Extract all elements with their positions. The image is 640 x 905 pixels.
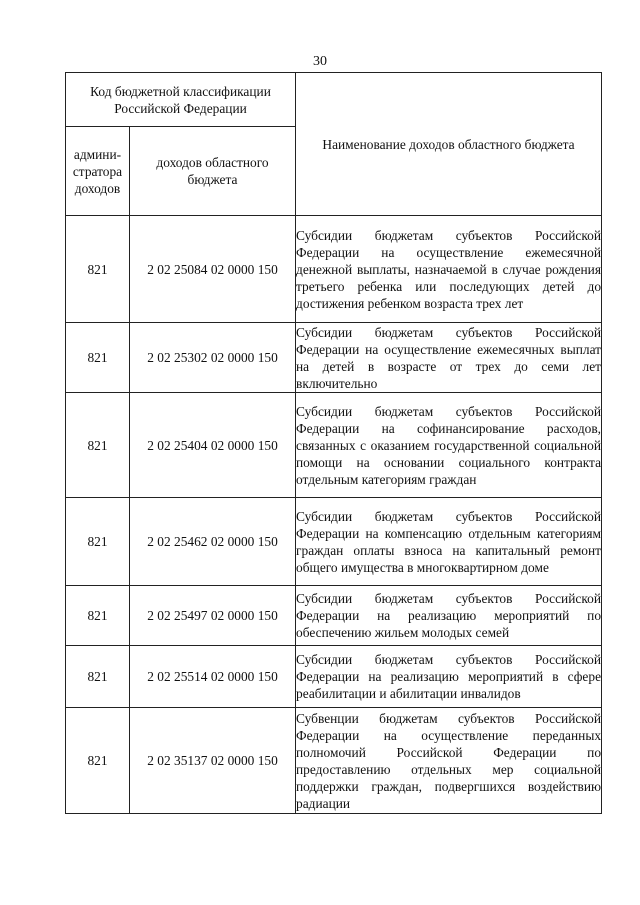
administrator-column-header: админи-стратора доходов bbox=[66, 127, 130, 216]
income-name-cell: Субсидии бюджетам субъектов Российской Федерации на компенсацию отдельным категориям граждан оплаты взноса на капитальный ремонт общего имущества в многоквартирном доме bbox=[296, 498, 602, 586]
table-row bbox=[66, 708, 602, 814]
table-row bbox=[66, 393, 602, 498]
budget-income-table bbox=[65, 72, 602, 814]
administrator-code-cell: 821 bbox=[66, 646, 130, 708]
income-name-header: Наименование доходов областного бюджета bbox=[296, 73, 602, 216]
table-row bbox=[66, 586, 602, 646]
income-code-cell: 2 02 25514 02 0000 150 bbox=[130, 646, 296, 708]
administrator-code-cell: 821 bbox=[66, 708, 130, 814]
table-row bbox=[66, 323, 602, 393]
income-code-cell: 2 02 25404 02 0000 150 bbox=[130, 393, 296, 498]
administrator-code-cell: 821 bbox=[66, 216, 130, 323]
table-row bbox=[66, 646, 602, 708]
income-name-cell: Субвенции бюджетам субъектов Российской Федерации на осуществление переданных полномочий Российской Федерации по предоставлению отдельных мер социальной поддержки граждан, подвергшихся воздействию радиации bbox=[296, 708, 602, 814]
income-name-cell: Субсидии бюджетам субъектов Российской Федерации на реализацию мероприятий по обеспечению жильем молодых семей bbox=[296, 586, 602, 646]
income-name-cell: Субсидии бюджетам субъектов Российской Федерации на реализацию мероприятий в сфере реабилитации и абилитации инвалидов bbox=[296, 646, 602, 708]
administrator-code-cell: 821 bbox=[66, 323, 130, 393]
table-row bbox=[66, 498, 602, 586]
page-number: 30 bbox=[313, 54, 327, 69]
income-name-cell: Субсидии бюджетам субъектов Российской Федерации на софинансирование расходов, связанных с оказанием государственной социальной помощи на основании социального контракта отдельным категориям граждан bbox=[296, 393, 602, 498]
income-code-cell: 2 02 25497 02 0000 150 bbox=[130, 586, 296, 646]
table-row bbox=[66, 216, 602, 323]
income-name-cell: Субсидии бюджетам субъектов Российской Федерации на осуществление ежемесячной денежной выплаты, назначаемой в случае рождения третьего ребенка или последующих детей до достижения ребенком возраста трех лет bbox=[296, 216, 602, 323]
table-header bbox=[66, 73, 602, 216]
income-code-cell: 2 02 35137 02 0000 150 bbox=[130, 708, 296, 814]
income-name-cell: Субсидии бюджетам субъектов Российской Федерации на осуществление ежемесячных выплат на детей в возрасте от трех до семи лет включительно bbox=[296, 324, 602, 391]
administrator-code-cell: 821 bbox=[66, 393, 130, 498]
administrator-code-cell: 821 bbox=[66, 586, 130, 646]
income-code-cell: 2 02 25302 02 0000 150 bbox=[130, 323, 296, 393]
income-code-column-header: доходов областного бюджета bbox=[130, 127, 296, 216]
income-code-cell: 2 02 25084 02 0000 150 bbox=[130, 216, 296, 323]
administrator-code-cell: 821 bbox=[66, 498, 130, 586]
income-code-cell: 2 02 25462 02 0000 150 bbox=[130, 498, 296, 586]
table-body bbox=[66, 216, 602, 814]
budget-classification-code-header: Код бюджетной классификации Российской Федерации bbox=[66, 73, 296, 127]
